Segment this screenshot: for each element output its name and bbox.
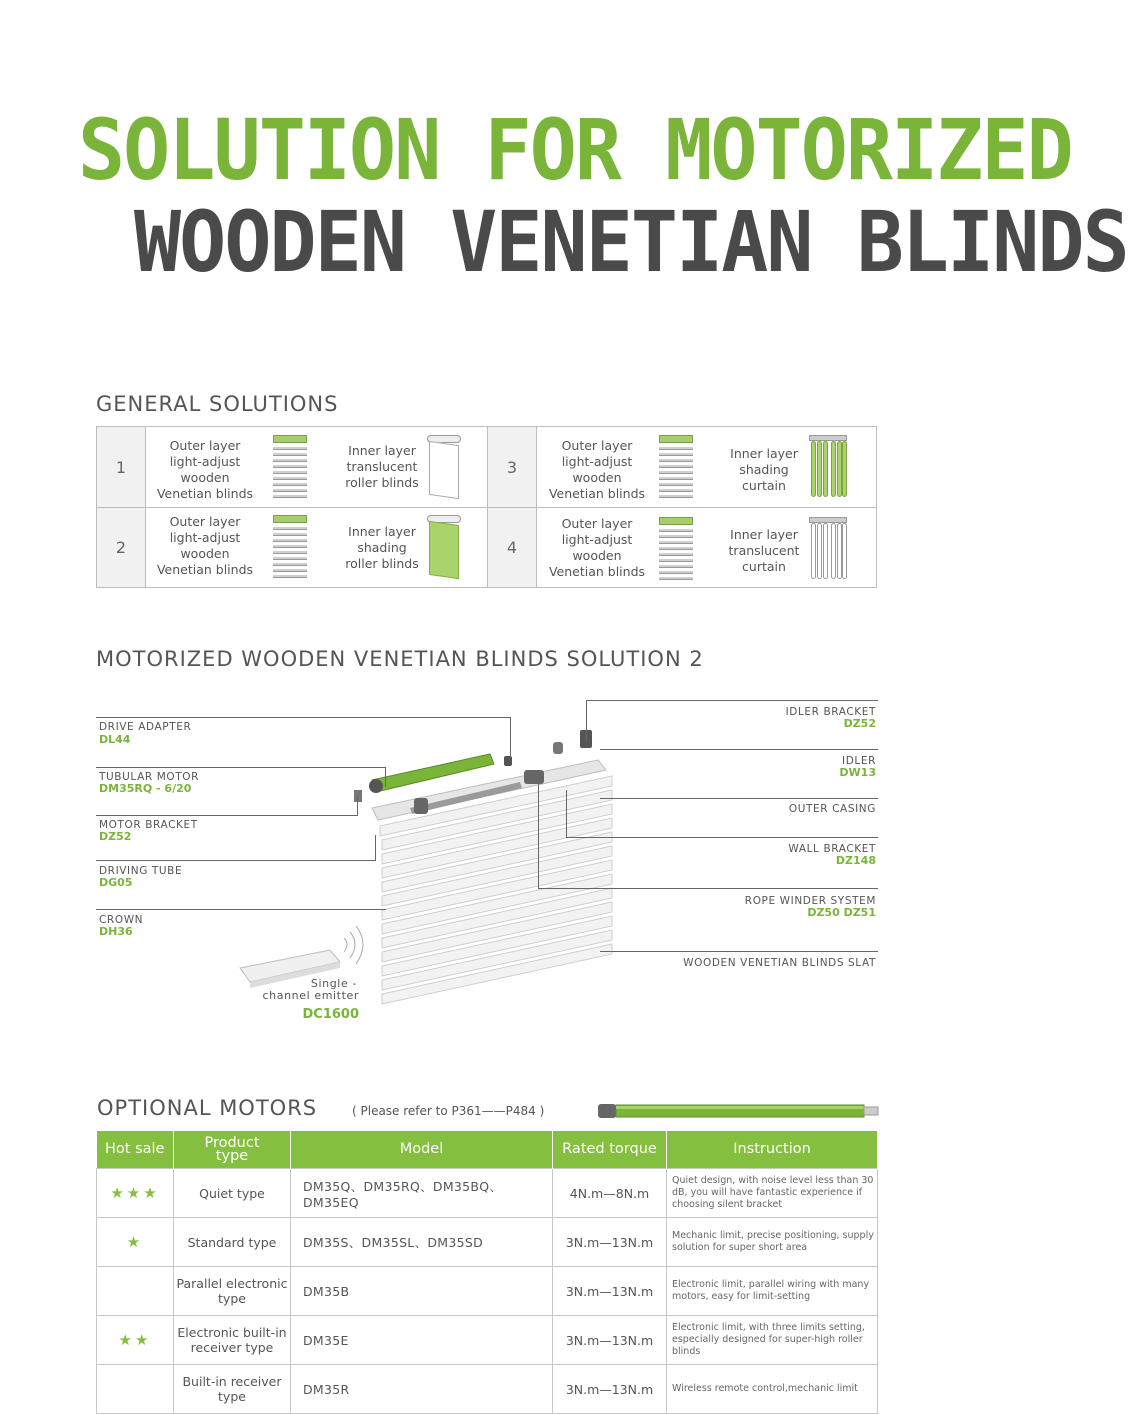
- label-blinds-slat: WOODEN VENETIAN BLINDS SLAT: [683, 957, 876, 969]
- general-solutions-grid: [96, 426, 877, 588]
- solution-3-inner-text: Inner layer shading curtain: [730, 446, 798, 493]
- solution-1-inner-text: Inner layer translucent roller blinds: [345, 443, 419, 490]
- label-rope-winder: ROPE WINDER SYSTEM: [744, 895, 876, 907]
- venetian-blind-icon: [273, 435, 307, 499]
- label-drive-adapter: DRIVE ADAPTER: [99, 721, 192, 733]
- solution-2-title: MOTORIZED WOODEN VENETIAN BLINDS SOLUTION 2: [96, 647, 704, 671]
- table-row: ★★ Electronic built-in receiver type DM35E 3N.m—13N.m Electronic limit, with three limits setting, especially designed for super-high roller blinds: [97, 1316, 878, 1365]
- code-crown: DH36: [99, 925, 133, 938]
- table-row: ★★★ Quiet type DM35Q、DM35RQ、DM35BQ、DM35EQ 4N.m—8N.m Quiet design, with noise level less than 30 dB, you will have fantastic experience if choosing silent bracket: [97, 1169, 878, 1218]
- solution-4-outer-text: Outer layer light-adjust wooden Venetian blinds: [548, 516, 646, 579]
- tubular-motor-image: [596, 1098, 886, 1124]
- code-drive-adapter: DL44: [99, 733, 131, 746]
- solution-3-outer-text: Outer layer light-adjust wooden Venetian blinds: [548, 438, 646, 501]
- label-idler-bracket: IDLER BRACKET: [785, 706, 876, 718]
- table-row: Parallel electronic type DM35B 3N.m—13N.m Electronic limit, parallel wiring with many motors, easy for limit-setting: [97, 1267, 878, 1316]
- emitter-label-line1: Single -: [310, 977, 357, 990]
- solution-2-outer-text: Outer layer light-adjust wooden Venetian blinds: [156, 514, 254, 577]
- translucent-curtain-icon: [809, 517, 847, 581]
- solution-number-4: 4: [488, 508, 536, 587]
- code-motor-bracket: DZ52: [99, 830, 132, 843]
- header-hot-sale: Hot sale: [97, 1131, 174, 1169]
- optional-motors-title: OPTIONAL MOTORS: [97, 1096, 318, 1120]
- emitter-label-line2: channel emitter: [262, 989, 359, 1002]
- code-wall-bracket: DZ148: [835, 854, 876, 867]
- venetian-blind-icon: [659, 435, 693, 499]
- solution-number-1: 1: [97, 427, 145, 507]
- optional-motors-note: ( Please refer to P361——P484 ): [352, 1104, 545, 1118]
- code-idler: DW13: [839, 766, 876, 779]
- star-rating-icon: ★: [97, 1218, 174, 1267]
- solution-number-3: 3: [488, 427, 536, 507]
- translucent-roller-blind-icon: [427, 435, 461, 499]
- label-crown: CROWN: [99, 914, 144, 926]
- label-tubular-motor: TUBULAR MOTOR: [99, 771, 199, 783]
- title-line-1: SOLUTION FOR MOTORIZED: [78, 101, 1072, 199]
- shading-roller-blind-icon: [427, 515, 461, 579]
- header-rated-torque: Rated torque: [553, 1131, 667, 1169]
- label-idler: IDLER: [842, 755, 876, 767]
- header-product-type: Product type: [174, 1131, 291, 1169]
- label-outer-casing: OUTER CASING: [788, 803, 876, 815]
- code-tubular-motor: DM35RQ - 6/20: [99, 782, 192, 795]
- header-model: Model: [291, 1131, 553, 1169]
- emitter-code: DC1600: [302, 1007, 359, 1022]
- code-driving-tube: DG05: [99, 876, 133, 889]
- table-row: Built-in receiver type DM35R 3N.m—13N.m Wireless remote control,mechanic limit: [97, 1365, 878, 1414]
- header-instruction: Instruction: [667, 1131, 878, 1169]
- code-idler-bracket: DZ52: [843, 717, 876, 730]
- solution-1-outer-text: Outer layer light-adjust wooden Venetian blinds: [156, 438, 254, 501]
- code-rope-winder: DZ50 DZ51: [807, 906, 876, 919]
- solution-number-2: 2: [97, 508, 145, 587]
- venetian-blind-icon: [659, 517, 693, 581]
- motors-table: [96, 1131, 878, 1414]
- label-motor-bracket: MOTOR BRACKET: [99, 819, 198, 831]
- title-line-2: WOODEN VENETIAN BLINDS: [134, 193, 1128, 291]
- shading-curtain-icon: [809, 435, 847, 499]
- star-rating-icon: [97, 1267, 174, 1316]
- venetian-blind-icon: [273, 515, 307, 579]
- label-wall-bracket: WALL BRACKET: [788, 843, 876, 855]
- star-rating-icon: ★★: [97, 1316, 174, 1365]
- label-driving-tube: DRIVING TUBE: [99, 865, 183, 877]
- solution-4-inner-text: Inner layer translucent curtain: [728, 527, 800, 574]
- general-solutions-title: GENERAL SOLUTIONS: [96, 392, 339, 416]
- star-rating-icon: [97, 1365, 174, 1414]
- table-row: ★ Standard type DM35S、DM35SL、DM35SD 3N.m—13N.m Mechanic limit, precise positioning, supply solution for super short area: [97, 1218, 878, 1267]
- star-rating-icon: ★★★: [97, 1169, 174, 1218]
- solution-2-inner-text: Inner layer shading roller blinds: [345, 524, 419, 571]
